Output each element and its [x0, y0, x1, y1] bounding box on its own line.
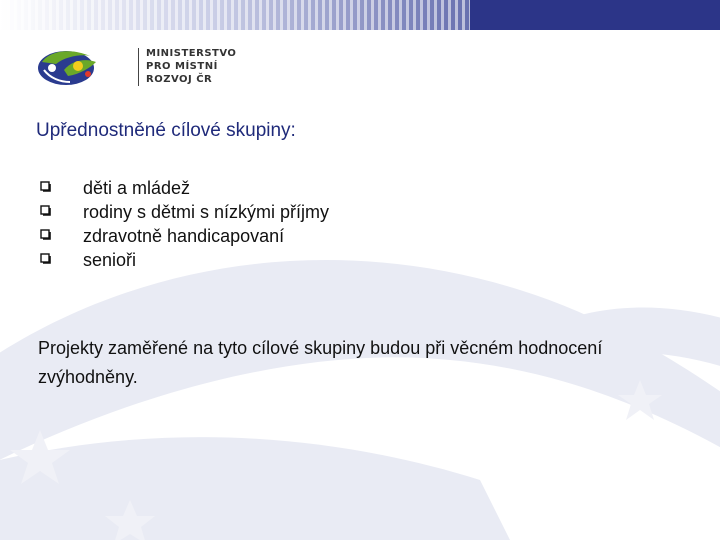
list-item-text: zdravotně handicapovaní	[83, 226, 285, 246]
square-bullet-icon	[40, 181, 51, 192]
logo-text	[146, 47, 236, 86]
square-bullet-icon	[40, 229, 51, 240]
logo-emblem-icon	[36, 44, 98, 90]
logo-line: ROZVOJ ČR	[146, 74, 213, 85]
logo-divider	[138, 48, 139, 86]
logo-line: MINISTERSTVO	[146, 48, 237, 59]
list-item-text: rodiny s dětmi s nízkými příjmy	[83, 202, 330, 222]
square-bullet-icon	[40, 253, 51, 264]
evaluation-note: Projekty zaměřené na tyto cílové skupiny budou při věcném hodnocení zvýhodněny.	[38, 338, 603, 387]
square-bullet-icon	[40, 205, 51, 216]
logo-line: PRO MÍSTNÍ	[146, 61, 218, 72]
list-item-text: senioři	[83, 250, 137, 270]
list-item-text: děti a mládež	[83, 178, 191, 198]
slide-heading: Upřednostněné cílové skupiny:	[36, 120, 296, 141]
ministry-logo	[36, 44, 237, 90]
